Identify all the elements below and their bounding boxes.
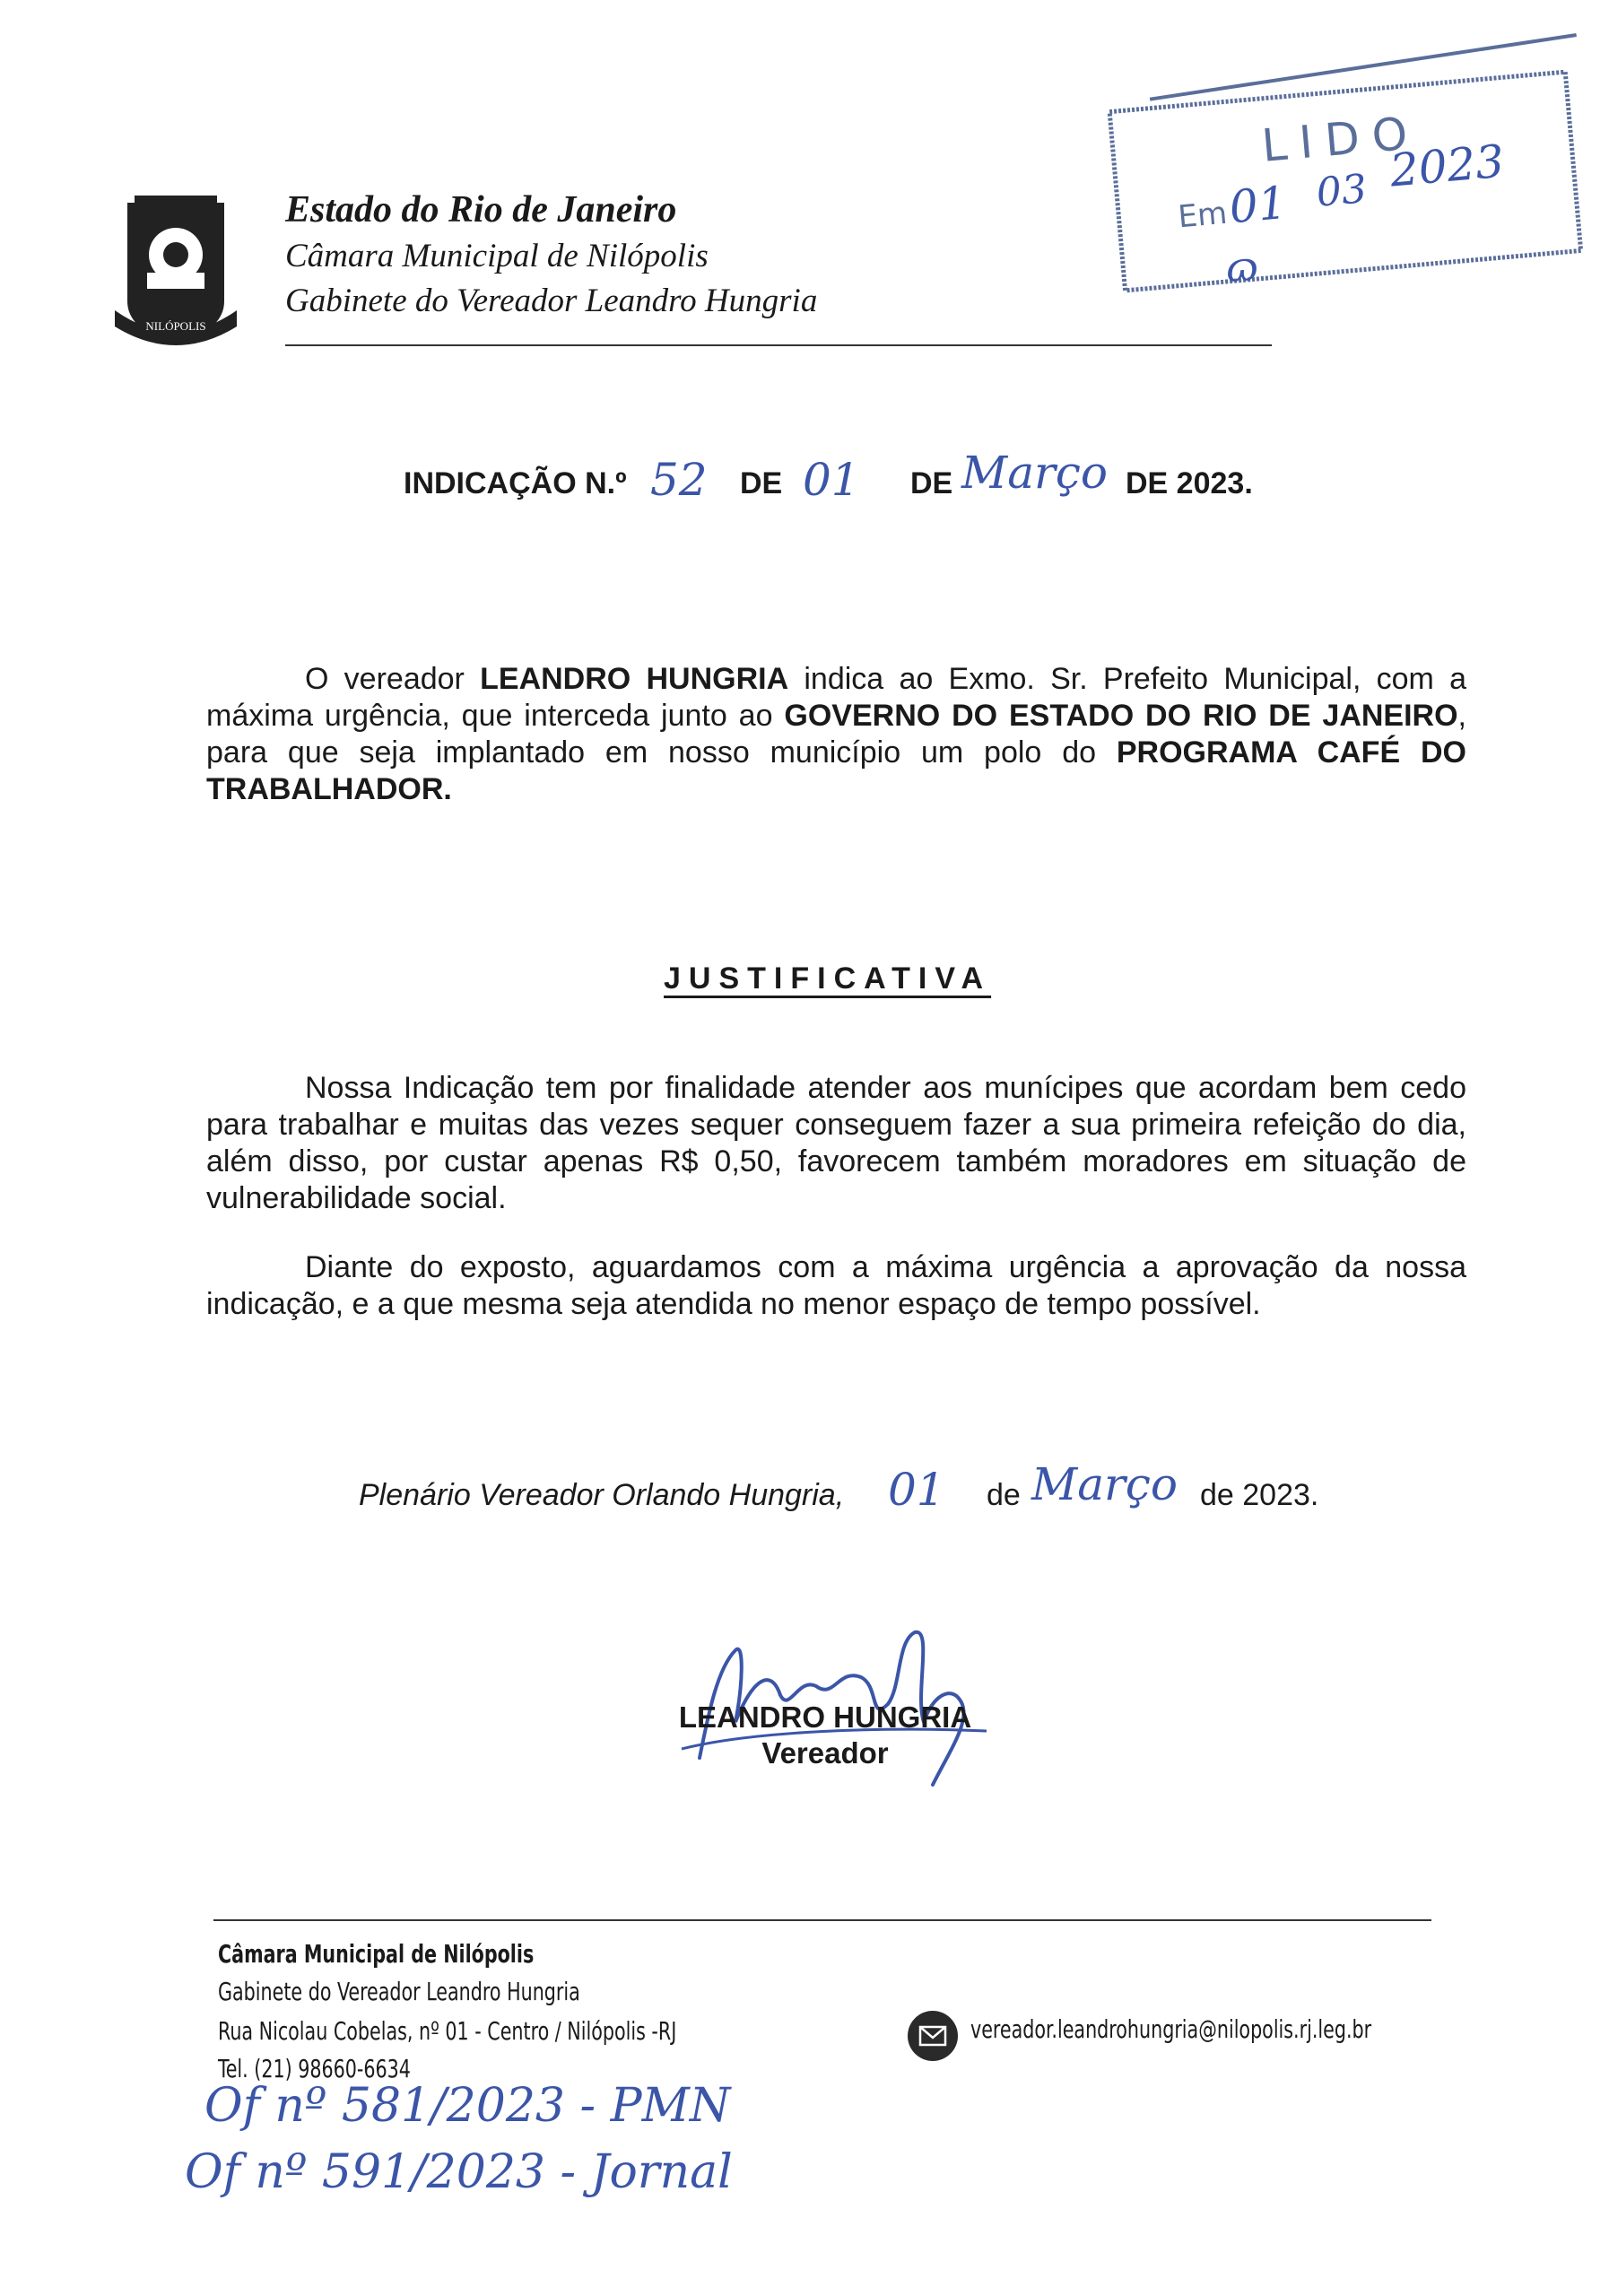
footer-divider xyxy=(213,1919,1431,1921)
closing-year: de 2023. xyxy=(1200,1478,1319,1512)
title-prefix: INDICAÇÃO N.º xyxy=(404,466,627,500)
stamp-month: 03 xyxy=(1314,166,1369,216)
title-day: 01 xyxy=(803,454,860,506)
handwritten-annotation-2: Of nº 591/2023 - Jornal xyxy=(185,2145,733,2199)
p1-middle: indica ao Exmo. Sr. Prefeito Municipal, com a máxima urgência, que interceda junto ao xyxy=(206,662,1467,733)
footer-address: Rua Nicolau Cobelas, nº 01 - Centro / Nilópolis -RJ xyxy=(218,2016,677,2046)
footer-email[interactable]: vereador.leandrohungria@nilopolis.rj.leg.br xyxy=(970,2014,1372,2044)
footer-office: Gabinete do Vereador Leandro Hungria xyxy=(218,1977,580,2006)
closing-month: Março xyxy=(1031,1458,1178,1510)
footer-phone: Tel. (21) 98660-6634 xyxy=(218,2054,411,2083)
stamp-day: 01 xyxy=(1227,176,1289,234)
received-stamp xyxy=(1103,20,1587,325)
indication-paragraph xyxy=(206,661,1466,808)
closing-de: de xyxy=(987,1478,1021,1512)
stamp-prefix: Em xyxy=(1176,195,1229,236)
title-number: 52 xyxy=(650,454,708,506)
p1-program: PROGRAMA CAFÉ DO TRABALHADOR. xyxy=(206,735,1466,806)
letterhead-divider xyxy=(285,344,1272,346)
municipal-crest-logo xyxy=(115,196,237,350)
title-month: Março xyxy=(961,447,1109,499)
closing-day: 01 xyxy=(888,1464,945,1516)
title-de-2: DE xyxy=(910,466,953,500)
p1-intro: O vereador xyxy=(305,662,481,696)
envelope-icon xyxy=(908,2011,958,2061)
stamp-year: 2023 xyxy=(1387,135,1507,197)
title-suffix: DE 2023. xyxy=(1126,466,1253,500)
justification-paragraph-2: Diante do exposto, aguardamos com a máxima urgência a aprovação da nossa indicação, e a que mesma seja atendida no menor espaço de tempo possível. xyxy=(206,1250,1466,1321)
p1-government: GOVERNO DO ESTADO DO RIO DE JANEIRO xyxy=(784,699,1458,733)
letterhead-office: Gabinete do Vereador Leandro Hungria xyxy=(285,283,818,319)
p1-councilman-name: LEANDRO HUNGRIA xyxy=(480,662,789,696)
letterhead-state: Estado do Rio de Janeiro xyxy=(285,189,677,230)
title-de-1: DE xyxy=(740,466,783,500)
justification-paragraph-1: Nossa Indicação tem por finalidade atender aos munícipes que acordam bem cedo para trabalhar e muitas das vezes sequer conseguem fazer a sua primeira refeição do dia, além disso, por custar apenas R$ 0,50, favorecem também moradores em situação de vulnerabilidade social. xyxy=(206,1071,1466,1215)
justification-heading: JUSTIFICATIVA xyxy=(664,961,992,996)
stamp-initials: ɷ xyxy=(1223,242,1261,291)
closing-place: Plenário Vereador Orlando Hungria, xyxy=(359,1478,845,1512)
stamp-label: LIDO xyxy=(1259,106,1422,172)
signatory-role: Vereador xyxy=(761,1736,889,1770)
p1-middle-2: , para que seja implantado em nosso município um polo do xyxy=(206,699,1466,770)
handwritten-annotation-1: Of nº 581/2023 - PMN xyxy=(204,2079,731,2133)
footer-chamber: Câmara Municipal de Nilópolis xyxy=(218,1939,535,1969)
signatory-name: LEANDRO HUNGRIA xyxy=(678,1700,972,1734)
crest-text: NILÓPOLIS xyxy=(145,319,206,333)
letterhead-chamber: Câmara Municipal de Nilópolis xyxy=(285,238,709,274)
